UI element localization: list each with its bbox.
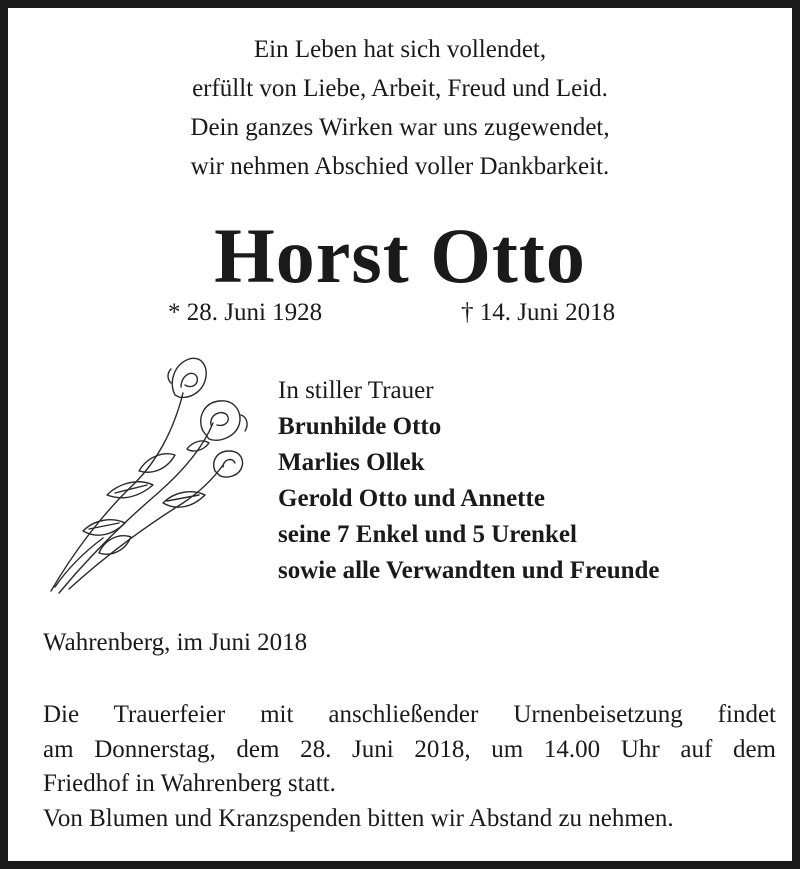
poem-line: erfüllt von Liebe, Arbeit, Freud und Leid. [192,75,608,102]
details-line: Friedhof in Wahrenberg statt. [43,770,336,797]
birth-date: * 28. Juni 1928 [168,299,323,326]
funeral-details [43,698,776,836]
details-line: Von Blumen und Kranzspenden bitten wir Abstand zu nehmen. [43,804,674,832]
mourners-list [278,373,660,589]
mourner-name: sowie alle Verwandten und Freunde [278,557,660,584]
poem-line: Dein ganzes Wirken war uns zugewendet, [190,114,610,141]
poem-line: wir nehmen Abschied voller Dankbarkeit. [190,153,610,180]
deceased-name: Horst Otto [214,212,586,299]
mourner-name: seine 7 Enkel und 5 Urenkel [278,521,577,548]
details-line: am Donnerstag, dem 28. Juni 2018, um 14.00 Uhr auf dem [43,735,776,763]
poem-line: Ein Leben hat sich vollendet, [253,36,547,63]
mourner-name: Brunhilde Otto [278,413,442,440]
mourner-name: Marlies Ollek [278,449,425,476]
place-and-date: Wahrenberg, im Juni 2018 [43,629,308,656]
mourner-name: Gerold Otto und Annette [278,485,545,512]
roses-icon [43,353,258,598]
details-line: Die Trauerfeier mit anschließender Urnenbeisetzung findet [43,701,776,728]
death-date: † 14. Juni 2018 [461,299,616,326]
memorial-poem [8,30,792,186]
mourners-intro: In stiller Trauer [278,377,434,404]
